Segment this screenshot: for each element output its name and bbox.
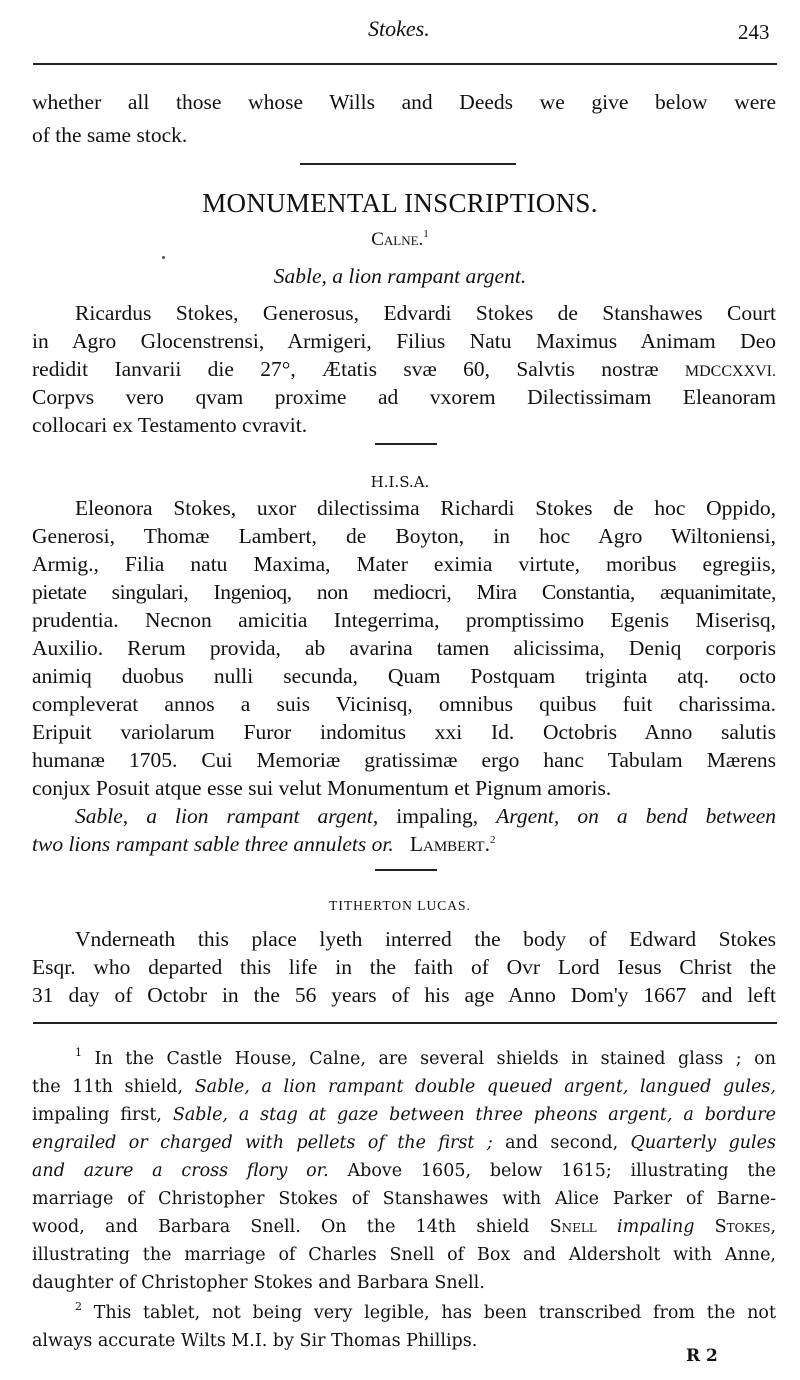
titherton-heading: TITHERTON LUCAS. — [329, 898, 471, 913]
calne-line: Corpvs vero qvam proxime ad vxorem Dilectissimam Eleanoram — [32, 385, 776, 409]
footnote-2-line — [75, 1299, 776, 1327]
footnote-blazon: and azure a cross flory or. — [32, 1161, 329, 1181]
footnote-1-line — [32, 1101, 776, 1129]
hisa-line: animiq duobus nulli secunda, Quam Postquam triginta atq. octo — [32, 664, 776, 688]
hisa-line: Generosi, Thomæ Lambert, de Boyton, in hoc Agro Wiltoniensi, — [32, 524, 776, 548]
stray-mark — [162, 256, 165, 259]
hisa-blazon-line — [32, 830, 776, 858]
footnote-blazon: impaling — [596, 1217, 715, 1237]
blazon-lambert-cont: two lions rampant sable three annulets or. — [32, 832, 394, 856]
page-number: 243 — [738, 20, 770, 44]
footnote-ref-1[interactable]: 1 — [423, 228, 429, 240]
titherton-line: Esqr. who departed this life in the faith of Ovr Lord Iesus Christ the — [32, 955, 776, 979]
signature-mark: R 2 — [686, 1346, 718, 1366]
footnote-ref-2[interactable]: 2 — [489, 834, 496, 846]
footnote-rule — [33, 1022, 777, 1024]
footnote-blazon: Sable, a lion rampant double queued argent, langued gules, — [194, 1077, 776, 1097]
blazon-connector: , impaling, — [372, 804, 497, 828]
footnote-text: This tablet, not being very legible, has been transcribed from the not — [93, 1303, 776, 1323]
footnote-1-line: illustrating the marriage of Charles Snell of Box and Aldersholt with Anne, — [32, 1245, 776, 1265]
header-rule — [33, 63, 777, 65]
calne-line-text: redidit Ianvarii die 27°, Ætatis svæ 60, Salvtis nostræ — [32, 357, 659, 381]
intro-line: of the same stock. — [32, 123, 188, 147]
footnote-name: Snell — [549, 1217, 597, 1237]
titherton-line: Vnderneath this place lyeth interred the body of Edward Stokes — [75, 927, 776, 951]
footnote-text: Above 1605, below 1615; illustrating the — [328, 1161, 776, 1181]
footnote-blazon: engrailed or charged with pellets of the first ; — [32, 1133, 493, 1153]
hisa-line: pietate singulari, Ingenioq, non mediocri, Mira Constantia, æquanimitate, — [32, 580, 776, 604]
footnote-marker-1: 1 — [75, 1046, 82, 1059]
divider — [375, 443, 437, 445]
footnote-blazon: Sable, a stag at gaze between three pheons argent, a bordure — [172, 1105, 776, 1125]
divider — [375, 869, 437, 871]
footnote-1-line: daughter of Christopher Stokes and Barbara Snell. — [32, 1273, 485, 1293]
hisa-line: Armig., Filia natu Maxima, Mater eximia virtute, moribus egregiis, — [32, 552, 776, 576]
section-divider — [300, 163, 516, 165]
hisa-heading: H.I.S.A. — [370, 473, 430, 491]
calne-line: collocari ex Testamento cvravit. — [32, 413, 308, 437]
hisa-line: prudentia. Necnon amicitia Integerrima, promptissimo Egenis Miserisq, — [32, 608, 776, 632]
calne-line: in Agro Glocenstrensi, Armigeri, Filius Natu Maximus Animam Deo — [32, 329, 776, 353]
footnote-1-line — [32, 1073, 776, 1101]
footnote-2-line: always accurate Wilts M.I. by Sir Thomas Phillips. — [32, 1331, 478, 1351]
year-numeral: MDCCXXVI. — [684, 363, 777, 380]
hisa-line: Eripuit variolarum Furor indomitus xxi Id. Octobris Anno salutis — [32, 720, 776, 744]
family-name: Lambert. — [409, 832, 490, 856]
hisa-line: compleverat annos a suis Vicinisq, omnibus quibus fuit charissima. — [32, 692, 776, 716]
footnote-1-line — [32, 1213, 776, 1241]
footnote-text: and second, — [492, 1133, 631, 1153]
calne-blazon: Sable, a lion rampant argent. — [273, 264, 527, 288]
blazon-stokes: Sable, a lion rampant argent — [75, 804, 373, 828]
footnote-marker-2: 2 — [75, 1300, 82, 1313]
footnote-text: impaling first, — [32, 1105, 173, 1125]
footnote-blazon: Quarterly gules — [630, 1133, 776, 1153]
hisa-blazon-line — [75, 802, 776, 830]
footnote-text: wood, and Barbara Snell. On the 14th shield — [32, 1217, 550, 1237]
intro-line: whether all those whose Wills and Deeds we give below were — [32, 90, 776, 114]
hisa-line: conjux Posuit atque esse sui velut Monumentum et Pignum amoris. — [32, 776, 612, 800]
calne-line — [32, 355, 776, 386]
calne-heading-text: Calne. — [371, 229, 424, 250]
hisa-line: humanæ 1705. Cui Memoriæ gratissimæ ergo hanc Tabulam Mærens — [32, 748, 776, 772]
blazon-lambert: Argent, on a bend between — [496, 804, 777, 828]
footnote-text: In the Castle House, Calne, are several shields in stained glass ; on — [94, 1049, 776, 1069]
hisa-line: Auxilio. Rerum provida, ab avarina tamen alicissima, Deniq corporis — [32, 636, 776, 660]
footnote-1-line: marriage of Christopher Stokes of Stanshawes with Alice Parker of Barne- — [32, 1189, 776, 1209]
calne-heading — [0, 229, 800, 251]
calne-line: Ricardus Stokes, Generosus, Edvardi Stokes de Stanshawes Court — [75, 301, 776, 325]
titherton-line: 31 day of Octobr in the 56 years of his age Anno Dom'y 1667 and left — [32, 983, 776, 1007]
running-title: Stokes. — [368, 16, 430, 41]
footnote-1-line — [32, 1129, 776, 1157]
hisa-line: Eleonora Stokes, uxor dilectissima Richardi Stokes de hoc Oppido, — [75, 496, 776, 520]
footnote-text: the 11th shield, — [32, 1077, 195, 1097]
section-title: MONUMENTAL INSCRIPTIONS. — [202, 188, 598, 218]
footnote-1-line — [32, 1157, 776, 1185]
footnote-1-line — [75, 1045, 776, 1073]
footnote-name: Stokes, — [714, 1217, 777, 1237]
